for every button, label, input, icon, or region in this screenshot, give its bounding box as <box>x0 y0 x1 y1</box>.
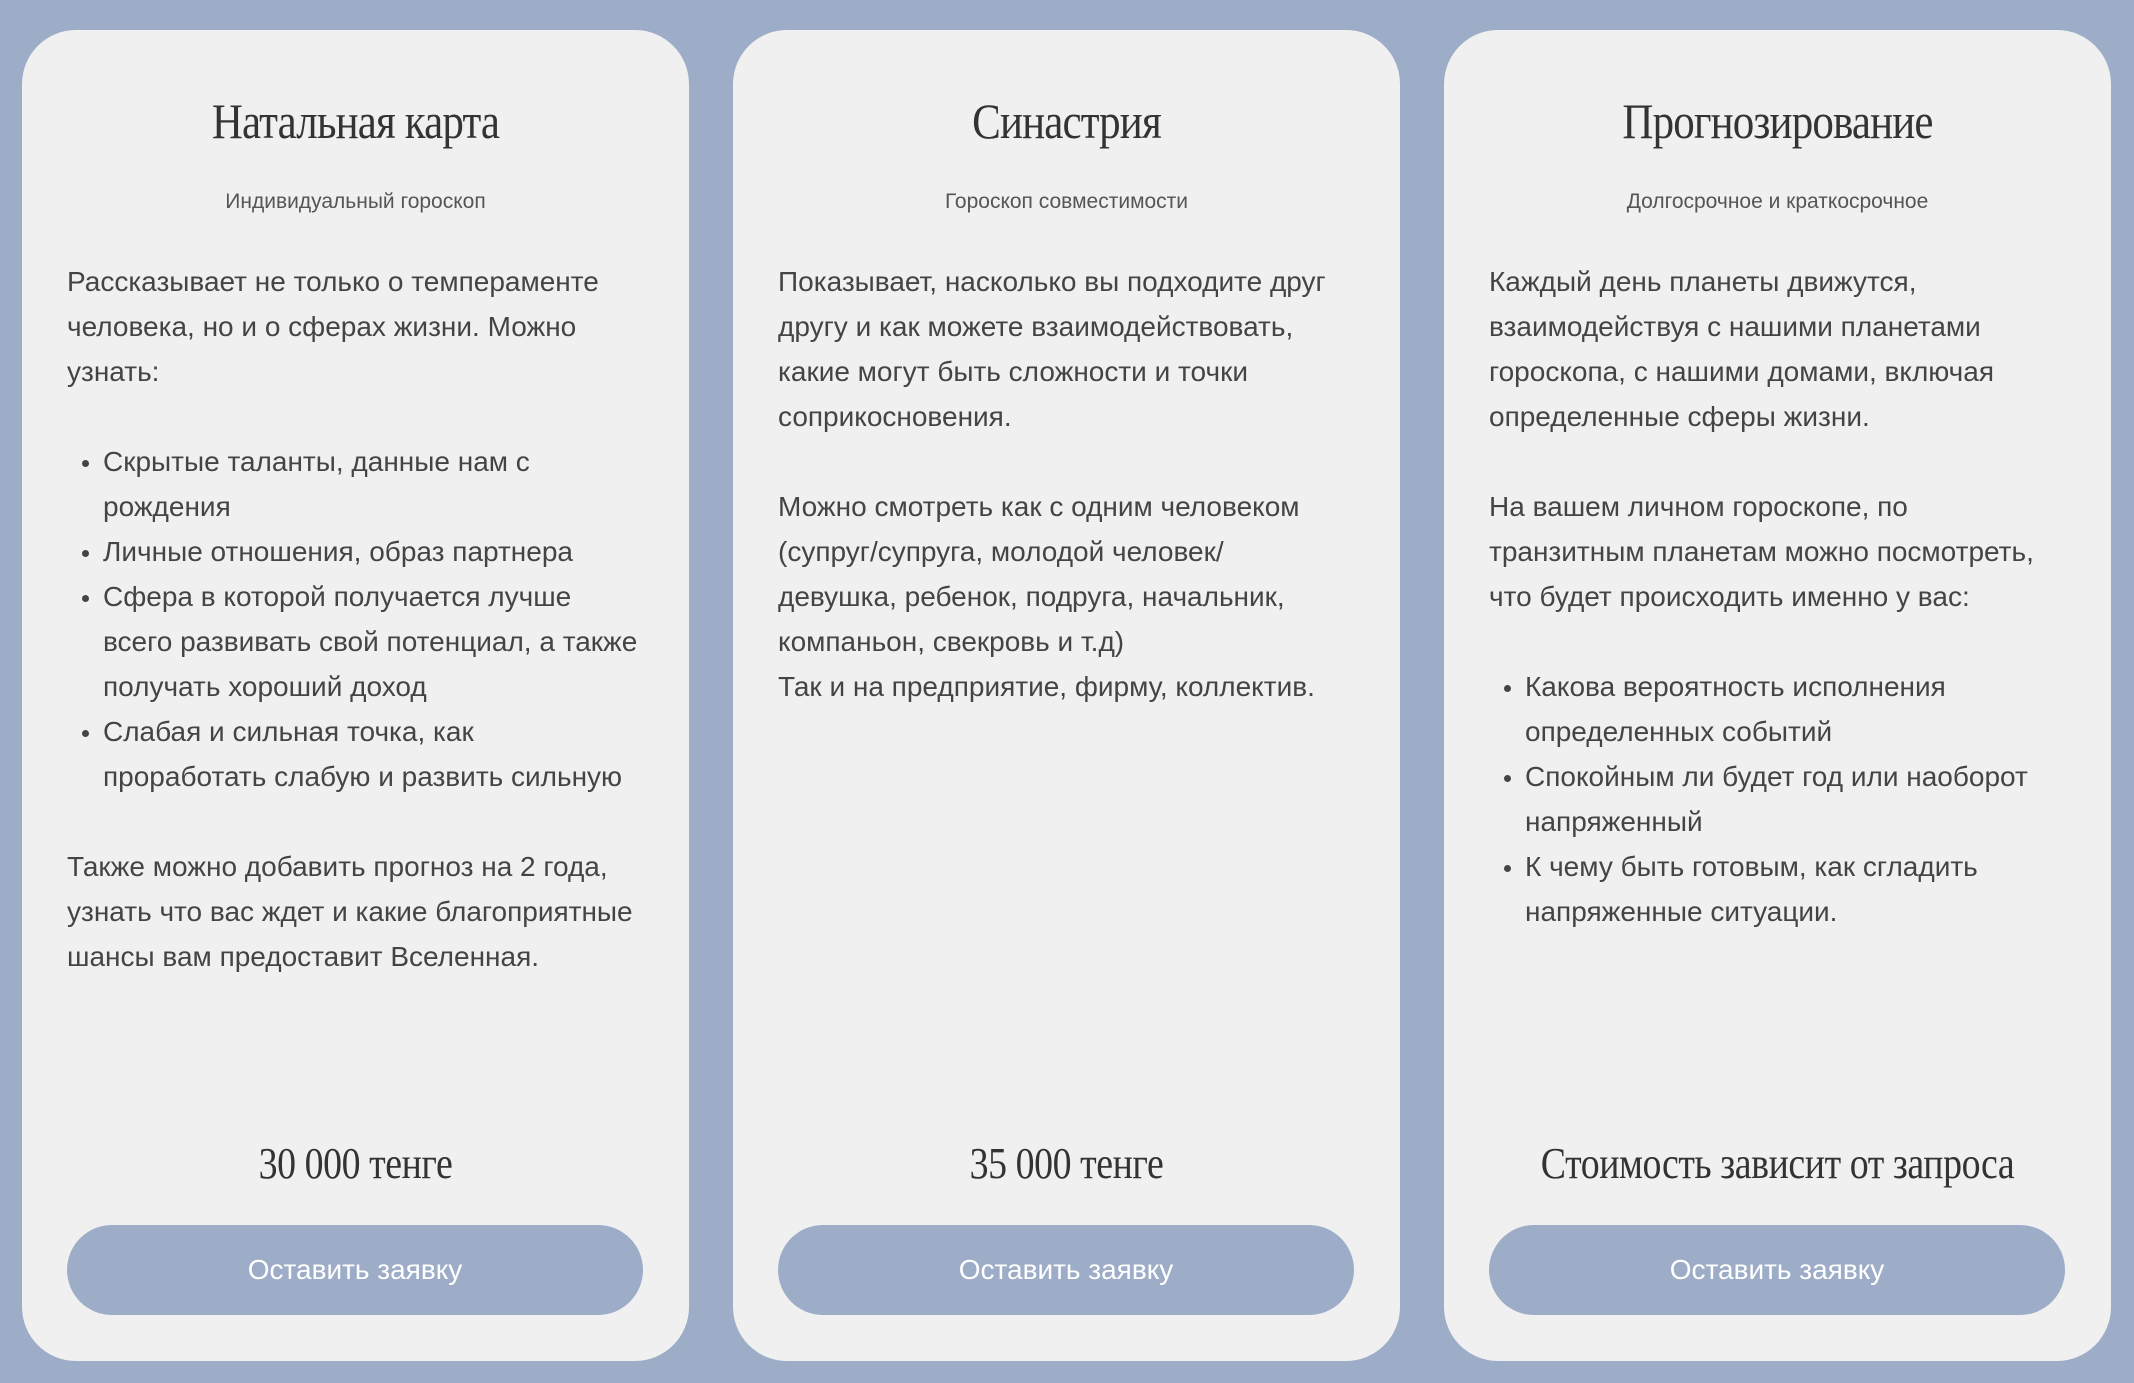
card-title: Синастрия <box>972 93 1161 149</box>
list-item: • Слабая и сильная точка, как проработать слабую и развить сильную <box>103 709 639 799</box>
card-description <box>67 259 639 979</box>
card-paragraph: Показывает, насколько вы подходите друг другу и как можете взаимодействовать, какие могут быть сложности и точки соприкосновения. <box>778 266 1326 432</box>
card-title: Натальная карта <box>211 93 500 149</box>
list-item: • Личные отношения, образ партнера <box>103 529 639 574</box>
card-description <box>1489 259 2061 934</box>
card-subtitle: Гороскоп совместимости <box>944 190 1189 213</box>
card-intro: Рассказывает не только о темпераменте человека, но и о сферах жизни. Можно узнать: <box>67 266 599 387</box>
card-synastry <box>733 30 1400 1361</box>
list-item: • Спокойным ли будет год или наоборот напряженный <box>1525 754 2061 844</box>
submit-request-button[interactable]: Оставить заявку <box>67 1225 643 1315</box>
card-bullet-list <box>67 439 639 799</box>
card-subtitle: Долгосрочное и краткосрочное <box>1626 190 1929 213</box>
list-item: • Скрытые таланты, данные нам с рождения <box>103 439 639 529</box>
card-natal-chart <box>22 30 689 1361</box>
card-description <box>778 259 1350 709</box>
card-bullet-list <box>1489 664 2061 934</box>
submit-request-button[interactable]: Оставить заявку <box>778 1225 1354 1315</box>
card-paragraph: На вашем личном гороскопе, по транзитным планетам можно посмотреть, что будет происходить именно у вас: <box>1489 491 2034 612</box>
list-item: • К чему быть готовым, как сгладить напряженные ситуации. <box>1525 844 2061 934</box>
list-item: • Какова вероятность исполнения определенных событий <box>1525 664 2061 754</box>
list-item: • Сфера в которой получается лучше всего развивать свой потенциал, а также получать хороший доход <box>103 574 639 709</box>
card-outro: Также можно добавить прогноз на 2 года, узнать что вас ждет и какие благоприятные шансы вам предоставит Вселенная. <box>67 851 633 972</box>
card-subtitle: Индивидуальный гороскоп <box>225 190 486 213</box>
card-price: 35 000 тенге <box>969 1139 1164 1188</box>
card-paragraph: Так и на предприятие, фирму, коллектив. <box>778 671 1315 702</box>
card-paragraph: Каждый день планеты движутся, взаимодействуя с нашими планетами гороскопа, с нашими домами, включая определенные сферы жизни. <box>1489 266 1994 432</box>
card-forecasting <box>1444 30 2111 1361</box>
card-price: 30 000 тенге <box>258 1139 453 1188</box>
card-title: Прогнозирование <box>1622 93 1933 149</box>
card-price: Стоимость зависит от запроса <box>1540 1139 2015 1188</box>
submit-request-button[interactable]: Оставить заявку <box>1489 1225 2065 1315</box>
card-paragraph: Можно смотреть как с одним человеком (супруг/супруга, молодой человек/ девушка, ребенок, подруга, начальник, компаньон, свекровь и т.д) <box>778 491 1300 657</box>
